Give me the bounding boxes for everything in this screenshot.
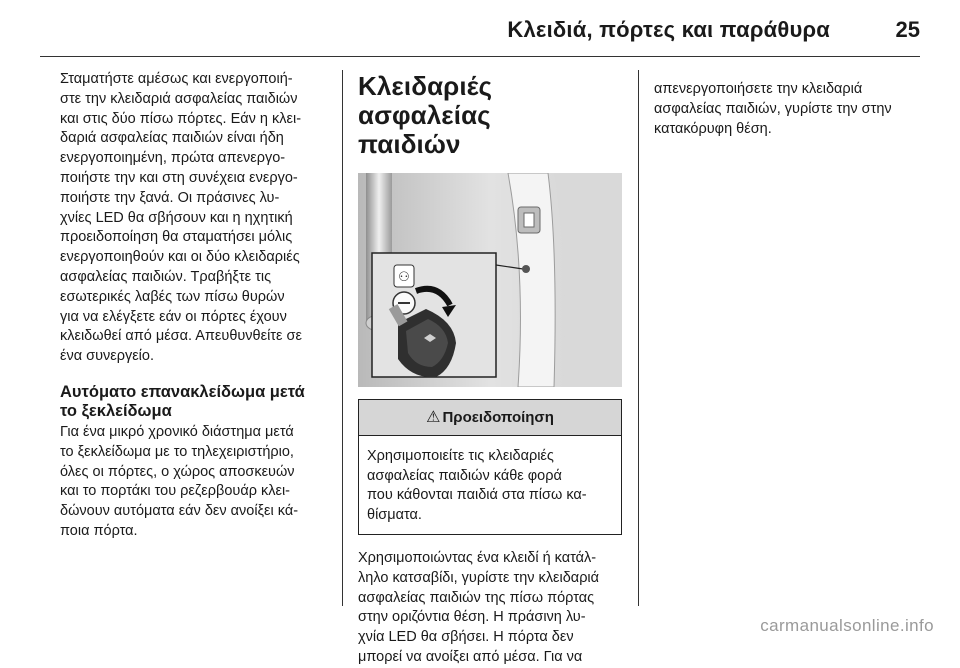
warning-text: Χρησιμοποιείτε τις κλειδαριές ασφαλείας παιδιών κάθε φορά που κάθονται παιδιά στα πίσω κα- θίσματα. (367, 447, 587, 524)
paragraph-led-warning: Σταματήστε αμέσως και ενεργοποιή- στε την κλειδαριά ασφαλείας παιδιών και στις δύο πίσω πόρτες. Εάν η κλει- δαριά ασφαλείας παιδιών είναι ήδη ενεργοποιημένη, πρώτα απενεργο- ποιήστε την και στη συνέχεια ενεργο- ποιήστε την ξανά. Οι πράσινες λυ- χνίες LED θα σβήσουν και η ηχητική προειδοποίηση θα σταματήσει μόλις ενεργοποιηθούν και οι δύο κλειδαριές ασφαλείας παιδιών. Τραβήξτε τις εσωτερικές λαβές των πίσω θυρών για να ελέγξετε εάν οι πόρτες έχουν κλειδωθεί από μέσα. Απευθυνθείτε σε ένα συνεργείο. (60, 71, 302, 365)
child-lock-figure (358, 173, 622, 387)
column-divider-left (342, 70, 343, 606)
subheading-auto-relock: Αυτόματο επανακλείδωμα μετά το ξεκλείδωμα (60, 382, 305, 421)
warning-box (358, 399, 622, 535)
warning-triangle-icon: ⚠ (426, 409, 441, 426)
column-1 (60, 70, 328, 542)
child-lock-door-key-illustration (358, 173, 622, 387)
header-rule (40, 56, 920, 57)
page-number: 25 (895, 17, 920, 42)
warning-title: Προειδοποίηση (442, 409, 554, 426)
section-title-child-locks: Κλειδαριές ασφαλείας παιδιών (358, 71, 493, 159)
svg-text:⚇: ⚇ (398, 270, 410, 285)
paragraph-child-lock-instructions: Χρησιμοποιώντας ένα κλειδί ή κατάλ- ληλο κατσαβίδι, γυρίστε την κλειδαριά ασφαλείας παιδιών της πίσω πόρτας στην οριζόντια θέση. Η πράσινη λυ- χνία LED θα σβήσει. Η πόρτα δεν μπορεί να ανοίξει από μέσα. Για να (358, 549, 600, 665)
column-2 (358, 72, 624, 668)
warning-header (359, 400, 621, 436)
page-header (0, 0, 960, 58)
column-3 (654, 80, 924, 139)
paragraph-auto-relock: Για ένα μικρό χρονικό διάστημα μετά το ξεκλείδωμα με το τηλεχειριστήριο, όλες οι πόρτες, ο χώρος αποσκευών και το πορτάκι του ρεζερβουάρ κλει- δώνουν αυτόματα εάν δεν ανοίξει κά- ποια πόρτα. (60, 423, 299, 539)
column-divider-right (638, 70, 639, 606)
paragraph-deactivate-child-lock: απενεργοποιήσετε την κλειδαριά ασφαλείας παιδιών, γυρίστε την στην κατακόρυφη θέση. (654, 81, 892, 137)
watermark: carmanualsonline.info (760, 616, 934, 635)
page-title: Κλειδιά, πόρτες και παράθυρα (507, 17, 830, 42)
